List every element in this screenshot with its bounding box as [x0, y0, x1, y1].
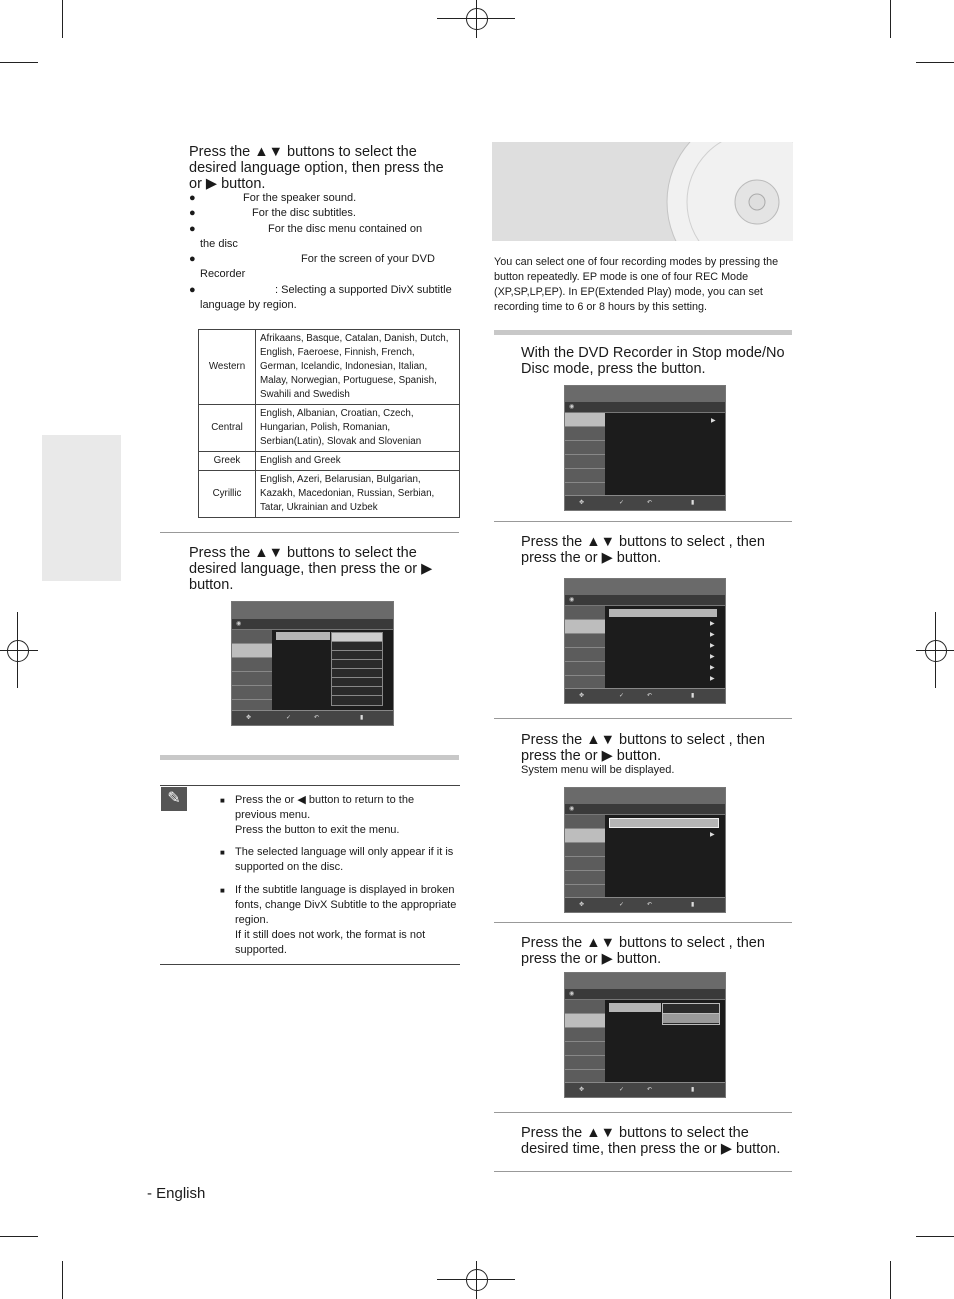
crop-mark	[916, 62, 954, 63]
bullet-item: ● For the screen of your DVD Recorder	[189, 253, 435, 280]
crop-mark	[890, 1261, 891, 1299]
registration-mark	[466, 8, 488, 30]
divider	[494, 922, 792, 923]
table-row	[199, 405, 460, 452]
crop-mark	[890, 0, 891, 38]
section-tab	[42, 435, 121, 581]
osd-screen: ◉ ▶ ✥ ✓ ↶ ▮	[564, 385, 726, 511]
divider	[494, 521, 792, 522]
step-instruction: Press the ▲▼ buttons to select the desired time, then press the or ▶ button.	[521, 1125, 781, 1157]
table-row	[199, 471, 460, 518]
step-instruction: Press the ▲▼ buttons to select , then press the or ▶ button.	[521, 732, 765, 764]
osd-screen: ◉ ✥ ✓ ↶ ▮	[564, 972, 726, 1098]
languages-cell: English, Azeri, Belarusian, Bulgarian, Kazakh, Macedonian, Russian, Serbian, Tatar, Ukrainian and Uzbek	[256, 471, 460, 518]
divider	[494, 1112, 792, 1113]
osd-screen: ◉ ▶ ▶ ▶ ▶ ▶ ▶ ✥ ✓ ↶ ▮	[564, 578, 726, 704]
languages-cell: Afrikaans, Basque, Catalan, Danish, Dutch, English, Faeroese, Finnish, French, German, Icelandic, Indonesian, Italian, Malay, Norwegian, Portuguese, Spanish, Swahili and Swedish	[256, 330, 460, 405]
crop-mark	[62, 1261, 63, 1299]
registration-mark	[925, 640, 947, 662]
step-subtext: System menu will be displayed.	[521, 764, 675, 776]
region-cell: Cyrillic	[199, 471, 256, 518]
registration-mark	[7, 640, 29, 662]
table-row	[199, 330, 460, 405]
languages-cell: English, Albanian, Croatian, Czech, Hungarian, Polish, Romanian, Serbian(Latin), Slovak and Slovenian	[256, 405, 460, 452]
region-cell: Western	[199, 330, 256, 405]
crop-mark	[62, 0, 63, 38]
divider	[494, 1171, 792, 1172]
step-instruction: Press the ▲▼ buttons to select , then press the or ▶ button.	[521, 534, 765, 566]
step-instruction: With the DVD Recorder in Stop mode/No Disc mode, press the button.	[521, 345, 785, 377]
step-instruction: Press the ▲▼ buttons to select the desired language, then press the or ▶ button.	[189, 545, 433, 593]
section-header-panel	[492, 142, 793, 241]
divider	[160, 532, 459, 533]
bullet-item: ● : Selecting a supported DivX subtitle language by region.	[189, 284, 452, 311]
osd-screen: ◉ ✥ ✓ ↶ ▮	[231, 601, 394, 726]
crop-mark	[0, 1236, 38, 1237]
crop-mark	[0, 62, 38, 63]
divider	[494, 718, 792, 719]
note-item: ■ The selected language will only appear if it is supported on the disc.	[220, 846, 454, 873]
osd-screen: ◉ ▶ ✥ ✓ ↶ ▮	[564, 787, 726, 913]
step-instruction: Press the ▲▼ buttons to select the desired language option, then press the or ▶ button.	[189, 144, 444, 192]
note-item: ■ If the subtitle language is displayed in broken fonts, change DivX Subtitle to the appropriate region. If it still does not work, the format is not supported.	[220, 884, 457, 956]
registration-mark	[466, 1269, 488, 1291]
languages-cell: English and Greek	[256, 452, 460, 471]
bullet-item: ● For the speaker sound.	[189, 192, 357, 204]
note-item: ■ Press the or ◀ button to return to the previous menu. Press the button to exit the menu.	[220, 794, 415, 836]
divx-region-table	[198, 329, 460, 518]
pencil-icon: ✎	[161, 787, 187, 811]
region-cell: Greek	[199, 452, 256, 471]
crop-mark	[916, 1236, 954, 1237]
region-cell: Central	[199, 405, 256, 452]
page-number-label: - English	[147, 1185, 206, 1202]
section-divider	[160, 755, 459, 760]
intro-paragraph: You can select one of four recording modes by pressing the button repeatedly. EP mode is one of four REC Mode (XP,SP,LP,EP). In EP(Extended Play) mode, you can set recording time to 6 or 8 hours by this setting.	[494, 256, 779, 313]
bullet-item: ● For the disc subtitles.	[189, 207, 356, 219]
section-divider	[494, 330, 792, 335]
divider	[160, 785, 460, 786]
table-row	[199, 452, 460, 471]
step-instruction: Press the ▲▼ buttons to select , then press the or ▶ button.	[521, 935, 765, 967]
divider	[160, 964, 460, 965]
bullet-item: ● For the disc menu contained on the disc	[189, 223, 423, 250]
disc-icon	[492, 142, 793, 241]
